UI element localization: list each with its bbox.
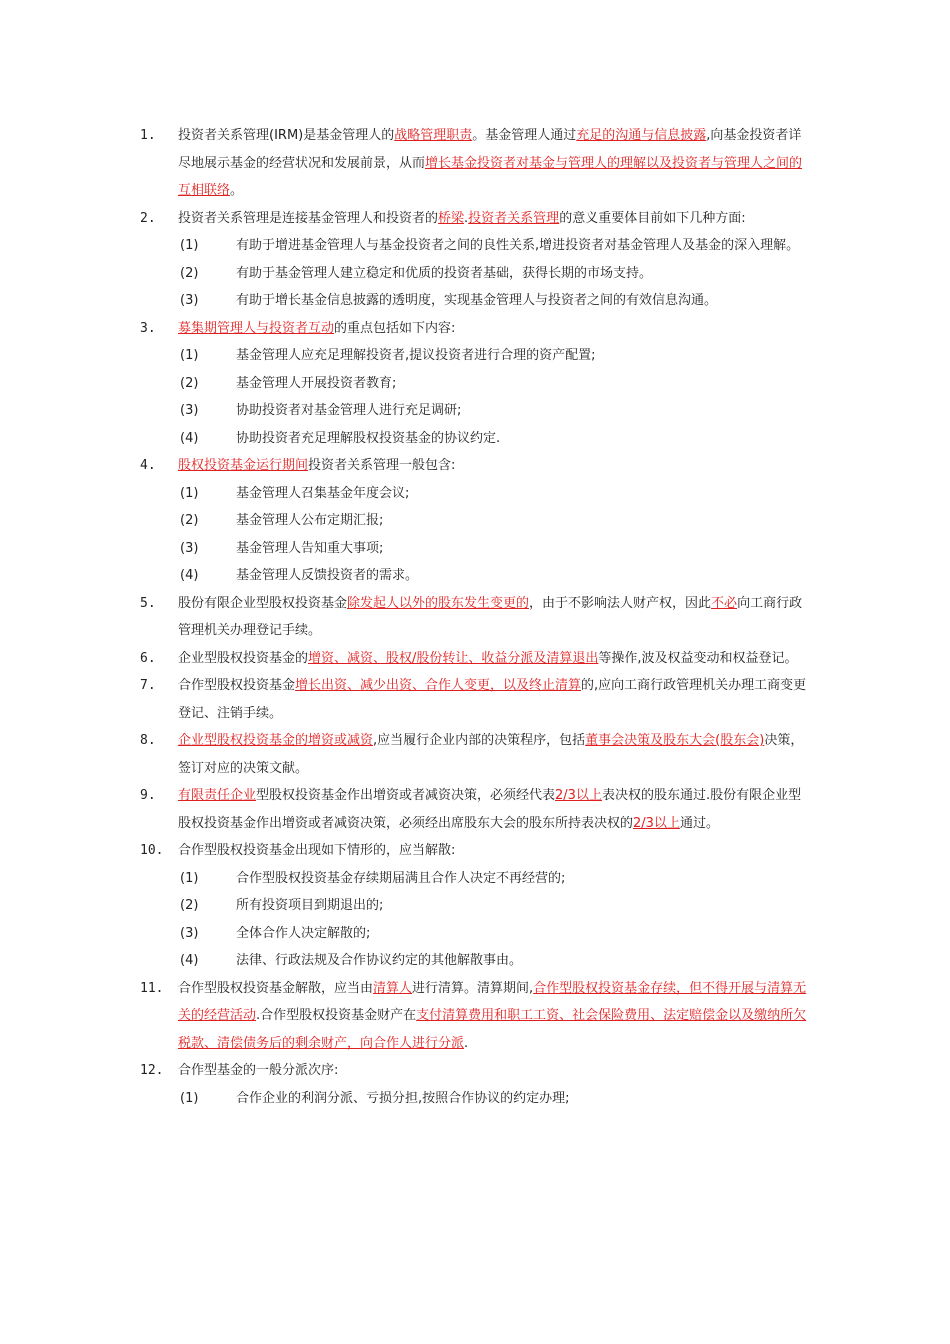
paragraph-text: 等操作,波及权益变动和权益登记。 xyxy=(598,650,798,666)
sub-item-number: (1) xyxy=(180,238,199,253)
numbered-paragraph xyxy=(140,727,810,782)
paragraph-text: 表决权的股东通过.股份有限企业型股权投资基金作出增资或者减资决策，必须经出席股东大会的股东所持表决权的 xyxy=(178,788,802,831)
highlighted-text: 除发起人以外的股东发生变更的 xyxy=(347,595,530,611)
sub-item-text: 基金管理人公布定期汇报; xyxy=(236,513,384,528)
paragraph-text: 。 xyxy=(230,183,244,198)
sub-item xyxy=(140,232,810,260)
sub-item xyxy=(140,480,810,508)
paragraph-number: 9. xyxy=(140,788,156,803)
paragraph-text: 合作型股权投资基金出现如下情形的，应当解散: xyxy=(178,843,456,858)
paragraph-text: . xyxy=(464,210,469,226)
sub-item-text: 有助于增长基金信息披露的透明度，实现基金管理人与投资者之间的有效信息沟通。 xyxy=(236,293,718,308)
sub-item xyxy=(140,260,810,288)
highlighted-text: 投资者关系管理 xyxy=(468,210,560,226)
paragraph-text: 投资者关系管理一般包含: xyxy=(308,458,456,473)
sub-item xyxy=(140,562,810,590)
sub-item-number: (2) xyxy=(180,375,199,391)
sub-item-number: (4) xyxy=(180,568,199,583)
paragraph-text: 股份有限企业型股权投资基金 xyxy=(178,595,348,611)
numbered-paragraph xyxy=(140,837,810,865)
document-body xyxy=(140,122,810,1112)
sub-item xyxy=(140,342,810,370)
paragraph-text: ,向基金投资者详尽地展示基金的经营状况和发展前景，从而 xyxy=(178,128,802,171)
highlighted-text: 战略管理职责 xyxy=(394,128,473,143)
sub-item-number: (2) xyxy=(180,898,199,913)
sub-item-number: (3) xyxy=(180,540,199,556)
paragraph-number: 7. xyxy=(140,678,156,693)
sub-item xyxy=(140,535,810,563)
highlighted-text: 增长基金投资者对基金与管理人的理解以及投资者与管理人之间的互相联络 xyxy=(178,155,803,198)
highlighted-text: 充足的沟通与信息披露 xyxy=(576,128,707,143)
highlighted-text: 桥梁 xyxy=(438,210,465,226)
highlighted-text: 清算人 xyxy=(373,980,413,996)
sub-item-text: 合作企业的利润分派、亏损分担,按照合作协议的约定办理; xyxy=(236,1090,570,1106)
highlighted-text: 有限责任企业 xyxy=(178,788,257,803)
paragraph-number: 11. xyxy=(140,980,164,996)
highlighted-text: 增长出资、减少出资、合作人变更，以及终止清算 xyxy=(295,678,582,693)
sub-item-number: (3) xyxy=(180,403,199,418)
highlighted-text: 募集期管理人与投资者互动 xyxy=(178,320,335,336)
paragraph-number: 8. xyxy=(140,733,156,748)
sub-item xyxy=(140,892,810,920)
sub-item-number: (4) xyxy=(180,430,199,446)
paragraph-number: 6. xyxy=(140,650,156,666)
highlighted-text: 2/3以上 xyxy=(555,788,602,803)
numbered-paragraph xyxy=(140,315,810,343)
sub-item-number: (1) xyxy=(180,485,199,501)
sub-item-number: (1) xyxy=(180,348,199,363)
highlighted-text: 合作型股权投资基金存续，但不得开展与清算无关的经营活动 xyxy=(178,980,807,1023)
paragraph-text: . xyxy=(464,1035,469,1051)
sub-item xyxy=(140,947,810,975)
sub-item-text: 基金管理人应充足理解投资者,提议投资者进行合理的资产配置; xyxy=(236,348,596,363)
paragraph-text: 的,应向工商行政管理机关办理工商变更登记、注销手续。 xyxy=(178,678,807,721)
sub-item-text: 有助于增进基金管理人与基金投资者之间的良性关系,增进投资者对基金管理人及基金的深入理解。 xyxy=(236,238,800,253)
paragraph-text: 。基金管理人通过 xyxy=(472,128,577,143)
sub-item-number: (3) xyxy=(180,293,199,308)
sub-item-text: 所有投资项目到期退出的; xyxy=(236,898,384,913)
paragraph-text: 进行清算。清算期间, xyxy=(412,980,534,996)
sub-item-text: 协助投资者充足理解股权投资基金的协议约定. xyxy=(236,430,501,446)
highlighted-text: 支付清算费用和职工工资、社会保险费用、法定赔偿金以及缴纳所欠税款、清偿债务后的剩余财产，向合作人进行分派 xyxy=(178,1008,807,1051)
sub-item-text: 基金管理人开展投资者教育; xyxy=(236,375,397,391)
paragraph-text: 的意义重要体目前如下几种方面: xyxy=(559,210,746,226)
paragraph-number: 12. xyxy=(140,1063,164,1078)
sub-item xyxy=(140,507,810,535)
sub-item-number: (1) xyxy=(180,1090,199,1106)
sub-item-number: (2) xyxy=(180,513,199,528)
paragraph-text: 决策，签订对应的决策文献。 xyxy=(178,733,804,776)
sub-item-number: (3) xyxy=(180,925,199,941)
sub-item-text: 全体合作人决定解散的; xyxy=(236,925,371,941)
sub-item-text: 基金管理人反馈投资者的需求。 xyxy=(236,568,419,583)
numbered-paragraph xyxy=(140,590,810,645)
sub-item xyxy=(140,425,810,453)
paragraph-number: 3. xyxy=(140,320,156,336)
sub-item-text: 协助投资者对基金管理人进行充足调研; xyxy=(236,403,462,418)
sub-item xyxy=(140,287,810,315)
highlighted-text: 股权投资基金运行期间 xyxy=(178,458,309,473)
paragraph-number: 5. xyxy=(140,595,156,611)
sub-item-text: 法律、行政法规及合作协议约定的其他解散事由。 xyxy=(236,953,523,968)
numbered-paragraph xyxy=(140,645,810,673)
paragraph-text: 向工商行政管理机关办理登记手续。 xyxy=(178,595,803,638)
sub-item-text: 合作型股权投资基金存续期届满且合作人决定不再经营的; xyxy=(236,870,566,886)
numbered-paragraph xyxy=(140,782,810,837)
sub-item xyxy=(140,397,810,425)
highlighted-text: 增资、减资、股权/股份转让、收益分派及清算退出 xyxy=(308,650,599,666)
paragraph-text: ，由于不影响法人财产权，因此 xyxy=(529,595,712,611)
sub-item xyxy=(140,1085,810,1113)
paragraph-text: 通过。 xyxy=(679,815,719,831)
paragraph-text: 合作型基金的一般分派次序: xyxy=(178,1063,339,1078)
highlighted-text: 企业型股权投资基金的增资或减资 xyxy=(178,733,374,748)
paragraph-text: .合作型股权投资基金财产在 xyxy=(256,1008,417,1023)
paragraph-text: 的重点包括如下内容: xyxy=(334,320,456,336)
sub-item xyxy=(140,920,810,948)
numbered-paragraph xyxy=(140,452,810,480)
paragraph-text: 合作型股权投资基金 xyxy=(178,678,296,693)
sub-item-number: (2) xyxy=(180,265,199,281)
numbered-paragraph xyxy=(140,672,810,727)
numbered-paragraph xyxy=(140,205,810,233)
paragraph-number: 10. xyxy=(140,843,164,858)
sub-item-number: (4) xyxy=(180,953,199,968)
sub-item-text: 基金管理人告知重大事项; xyxy=(236,540,384,556)
paragraph-number: 1. xyxy=(140,128,156,143)
paragraph-text: ,应当履行企业内部的决策程序，包括 xyxy=(373,733,586,748)
numbered-paragraph xyxy=(140,975,810,1058)
paragraph-text: 投资者关系管理是连接基金管理人和投资者的 xyxy=(178,210,439,226)
paragraph-number: 4. xyxy=(140,458,156,473)
highlighted-text: 不必 xyxy=(711,595,738,611)
paragraph-text: 企业型股权投资基金的 xyxy=(178,650,309,666)
sub-item-text: 基金管理人召集基金年度会议; xyxy=(236,485,410,501)
sub-item xyxy=(140,370,810,398)
numbered-paragraph xyxy=(140,122,810,205)
sub-item-number: (1) xyxy=(180,870,199,886)
paragraph-text: 合作型股权投资基金解散，应当由 xyxy=(178,980,374,996)
paragraph-number: 2. xyxy=(140,210,156,226)
highlighted-text: 2/3以上 xyxy=(633,815,680,831)
highlighted-text: 董事会决策及股东大会(股东会) xyxy=(585,733,765,748)
sub-item-text: 有助于基金管理人建立稳定和优质的投资者基础，获得长期的市场支持。 xyxy=(236,265,653,281)
numbered-paragraph xyxy=(140,1057,810,1085)
paragraph-text: 投资者关系管理(IRM)是基金管理人的 xyxy=(178,128,395,143)
sub-item xyxy=(140,865,810,893)
paragraph-text: 型股权投资基金作出增资或者减资决策，必须经代表 xyxy=(256,788,556,803)
